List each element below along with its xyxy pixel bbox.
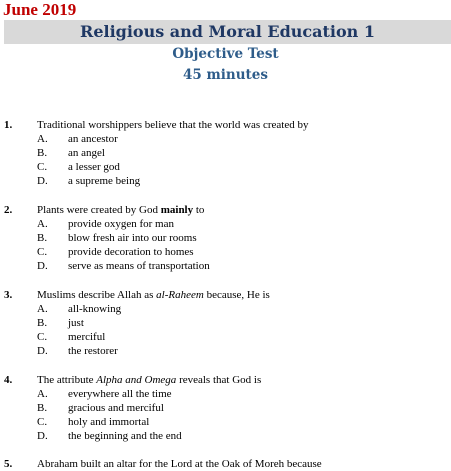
option-text: everywhere all the time (68, 388, 172, 400)
option-letter: A. (37, 218, 48, 230)
option-letter: A. (37, 303, 48, 315)
option-letter: A. (37, 133, 48, 145)
exam-date: June 2019 (3, 0, 77, 19)
option-text: the beginning and the end (68, 430, 182, 442)
stem-term: al-Raheem (156, 289, 204, 301)
stem-text: Muslims describe Allah as (37, 289, 157, 301)
question-number: 4. (4, 374, 13, 386)
option-text: the restorer (68, 345, 118, 357)
question-number: 5. (4, 458, 13, 470)
option-d (37, 429, 182, 443)
question-stem: Abraham built an altar for the Lord at the Oak of Moreh because (37, 458, 322, 470)
question-stem (37, 288, 270, 302)
option-b (37, 316, 84, 330)
option-letter: B. (37, 402, 48, 414)
title-bar (4, 20, 451, 44)
option-b (37, 146, 105, 160)
option-text: provide decoration to homes (68, 246, 194, 258)
option-d (37, 259, 210, 273)
option-a (37, 387, 172, 401)
stem-text: Plants were created by God (37, 204, 161, 216)
option-letter: A. (37, 388, 48, 400)
option-a (37, 132, 118, 146)
option-text: an angel (68, 147, 105, 159)
question-stem: Traditional worshippers believe that the world was created by (37, 119, 309, 131)
option-text: an ancestor (68, 133, 118, 145)
option-d (37, 174, 140, 188)
option-c (37, 160, 120, 174)
option-text: all-knowing (68, 303, 122, 315)
question-stem (37, 203, 204, 217)
option-text: a lesser god (68, 161, 120, 173)
option-letter: C. (37, 246, 48, 258)
option-letter: C. (37, 331, 48, 343)
question-number: 1. (4, 119, 13, 131)
option-letter: B. (37, 232, 48, 244)
option-text: merciful (68, 331, 106, 343)
option-text: serve as means of transportation (68, 260, 210, 272)
option-letter: D. (37, 175, 48, 187)
option-text: a supreme being (68, 175, 141, 187)
option-b (37, 401, 164, 415)
test-type: Objective Test (172, 46, 279, 62)
option-text: holy and immortal (68, 416, 150, 428)
option-text: blow fresh air into our rooms (68, 232, 197, 244)
option-letter: B. (37, 147, 48, 159)
question-number: 3. (4, 289, 13, 301)
stem-emphasis: mainly (160, 204, 194, 216)
option-b (37, 231, 197, 245)
option-c (37, 245, 194, 259)
option-letter: C. (37, 161, 48, 173)
question-number: 2. (4, 204, 13, 216)
option-letter: D. (37, 260, 48, 272)
option-letter: C. (37, 416, 48, 428)
stem-term: Alpha and Omega (96, 374, 177, 386)
document-title: Religious and Moral Education 1 (80, 22, 375, 41)
option-c (37, 330, 105, 344)
option-letter: D. (37, 430, 48, 442)
stem-text: because, He is (203, 289, 270, 301)
option-a (37, 217, 174, 231)
stem-text: to (193, 204, 205, 216)
stem-text: The attribute (37, 374, 97, 386)
option-letter: D. (37, 345, 48, 357)
option-text: just (68, 317, 84, 329)
option-text: gracious and merciful (68, 402, 164, 414)
option-text: provide oxygen for man (68, 218, 174, 230)
option-d (37, 344, 118, 358)
question-stem (37, 373, 261, 387)
stem-text: reveals that God is (176, 374, 262, 386)
option-c (37, 415, 149, 429)
test-duration: 45 minutes (183, 67, 268, 83)
option-letter: B. (37, 317, 48, 329)
option-a (37, 302, 121, 316)
